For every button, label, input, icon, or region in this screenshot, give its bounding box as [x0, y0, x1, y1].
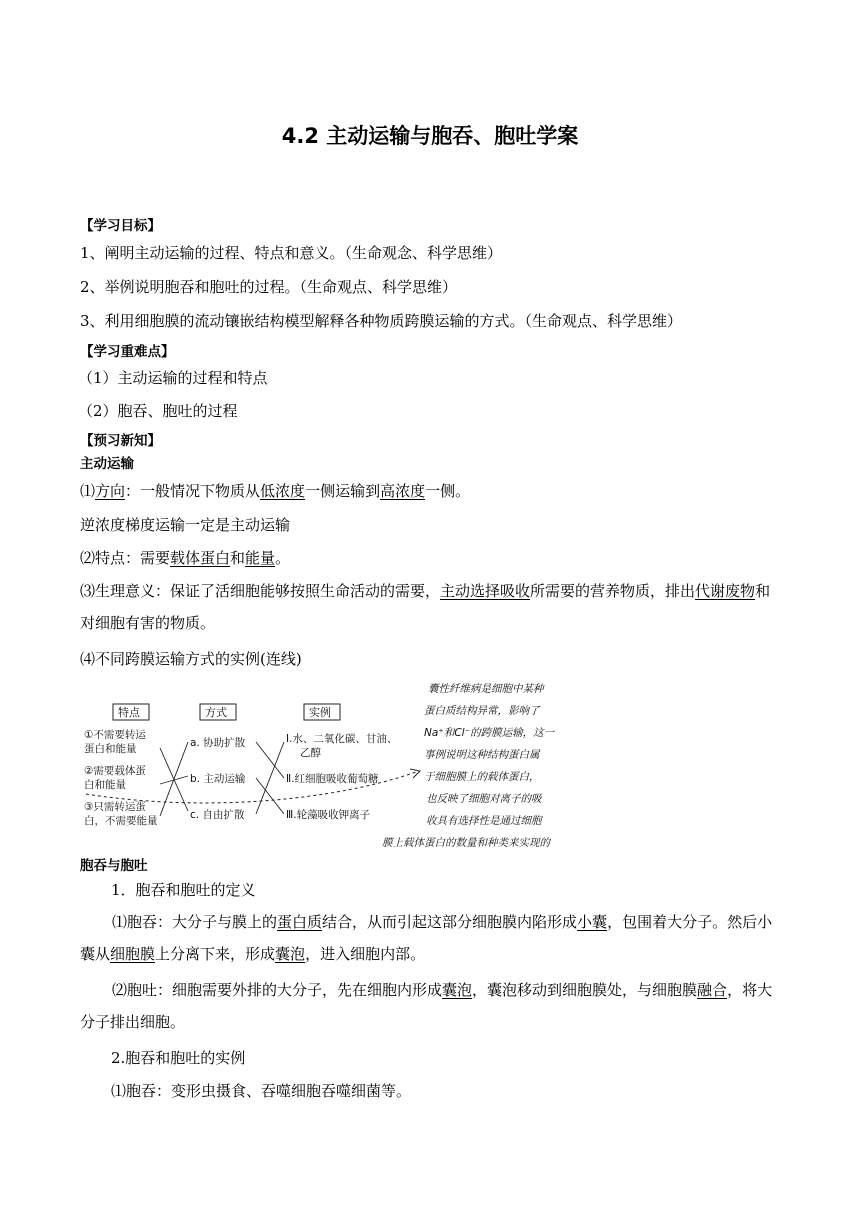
direction-paragraph: ⑴方向：一般情况下物质从低浓度一侧运输到高浓度一侧。 [80, 482, 471, 500]
header-examples: 实例 [309, 706, 331, 719]
note-line-7: 收具有选择性是通过细胞 [426, 815, 542, 827]
example-2: Ⅱ.红细胞吸收葡萄糖 [286, 773, 379, 785]
note-line-6: 也反映了细胞对离子的吸 [426, 793, 542, 805]
feature-3-line2: 白，不需要能量 [84, 815, 158, 827]
match-line-c-I [256, 742, 284, 814]
note-line-8: 膜上载体蛋白的数量和种类来实现的 [382, 837, 550, 849]
section-endo-exocytosis: 胞吞与胞吐 [80, 858, 148, 874]
endocytosis-example: ⑴胞吞：变形虫摄食、吞噬细胞吞噬细菌等。 [111, 1082, 412, 1100]
objectives-heading: 【学习目标】 [80, 218, 161, 234]
mode-b: b. 主动运输 [190, 773, 246, 785]
definition-heading: 1．胞吞和胞吐的定义 [111, 881, 256, 899]
example-1-line2: 乙醇 [300, 747, 321, 759]
gradient-note: 逆浓度梯度运输一定是主动运输 [80, 516, 291, 534]
examples-heading: ⑷不同跨膜运输方式的实例(连线) [80, 650, 302, 668]
note-line-1: 囊性纤维病是细胞中某种 [428, 683, 544, 695]
arrow-head-icon [410, 769, 420, 778]
transport-matching-diagram [80, 676, 700, 852]
key-points-heading: 【学习重难点】 [80, 344, 175, 360]
note-line-5: 于细胞膜上的载体蛋白， [424, 771, 540, 783]
header-features: 特点 [118, 706, 140, 719]
match-line-a-II [256, 742, 284, 778]
endocytosis-paragraph: ⑴胞吞：大分子与膜上的蛋白质结合，从而引起这部分细胞膜内陷形成小囊，包围着大分子。然后小囊从细胞膜上分离下来，形成囊泡，进入细胞内部。 [80, 913, 773, 963]
preview-heading: 【预习新知】 [80, 433, 161, 449]
note-line-4: 事例说明这种结构蛋白属 [424, 749, 540, 761]
note-line-2: 蛋白质结构异常，影响了 [424, 705, 540, 717]
mode-c: c. 自由扩散 [190, 809, 245, 821]
mode-a: a. 协助扩散 [190, 737, 246, 749]
match-line-3-a [160, 742, 188, 816]
key-point-1: （1）主动运输的过程和特点 [78, 369, 268, 387]
note-line-3: Na⁺和Cl⁻的跨膜运输，这一 [424, 727, 555, 739]
feature-2-line2: 白和能量 [84, 779, 126, 791]
objective-item-1: 1、阐明主动运输的过程、特点和意义。（生命观念、科学思维） [80, 244, 503, 262]
key-point-2: （2）胞吞、胞吐的过程 [78, 402, 238, 420]
objective-item-3: 3、利用细胞膜的流动镶嵌结构模型解释各种物质跨膜运输的方式。（生命观点、科学思维） [80, 312, 683, 330]
header-modes: 方式 [205, 706, 227, 719]
examples-subheading: 2.胞吞和胞吐的实例 [111, 1049, 246, 1067]
objective-item-2: 2、举例说明胞吞和胞吐的过程。（生命观点、科学思维） [80, 278, 458, 296]
match-line-b-III [256, 778, 284, 814]
section-active-transport: 主动运输 [80, 456, 134, 472]
example-1-line1: Ⅰ.水、二氧化碳、甘油、 [286, 733, 398, 745]
features-paragraph: ⑵特点：需要载体蛋白和能量。 [80, 549, 291, 567]
feature-1-line2: 蛋白和能量 [84, 743, 137, 755]
significance-paragraph: ⑶生理意义：保证了活细胞能够按照生命活动的需要，主动选择吸收所需要的营养物质，排出代谢废物和对细胞有害的物质。 [80, 582, 771, 632]
exocytosis-paragraph: ⑵胞吐：细胞需要外排的大分子，先在细胞内形成囊泡，囊泡移动到细胞膜处，与细胞膜融合，将大分子排出细胞。 [80, 981, 773, 1031]
example-3: Ⅲ.轮藻吸收钾离子 [286, 809, 371, 821]
page-title: 4.2 主动运输与胞吞、胞吐学案 [281, 124, 579, 148]
feature-1-line1: ①不需要转运 [84, 729, 146, 741]
feature-3-line1: ③只需转运蛋 [84, 801, 146, 813]
feature-2-line1: ②需要载体蛋 [84, 765, 146, 777]
